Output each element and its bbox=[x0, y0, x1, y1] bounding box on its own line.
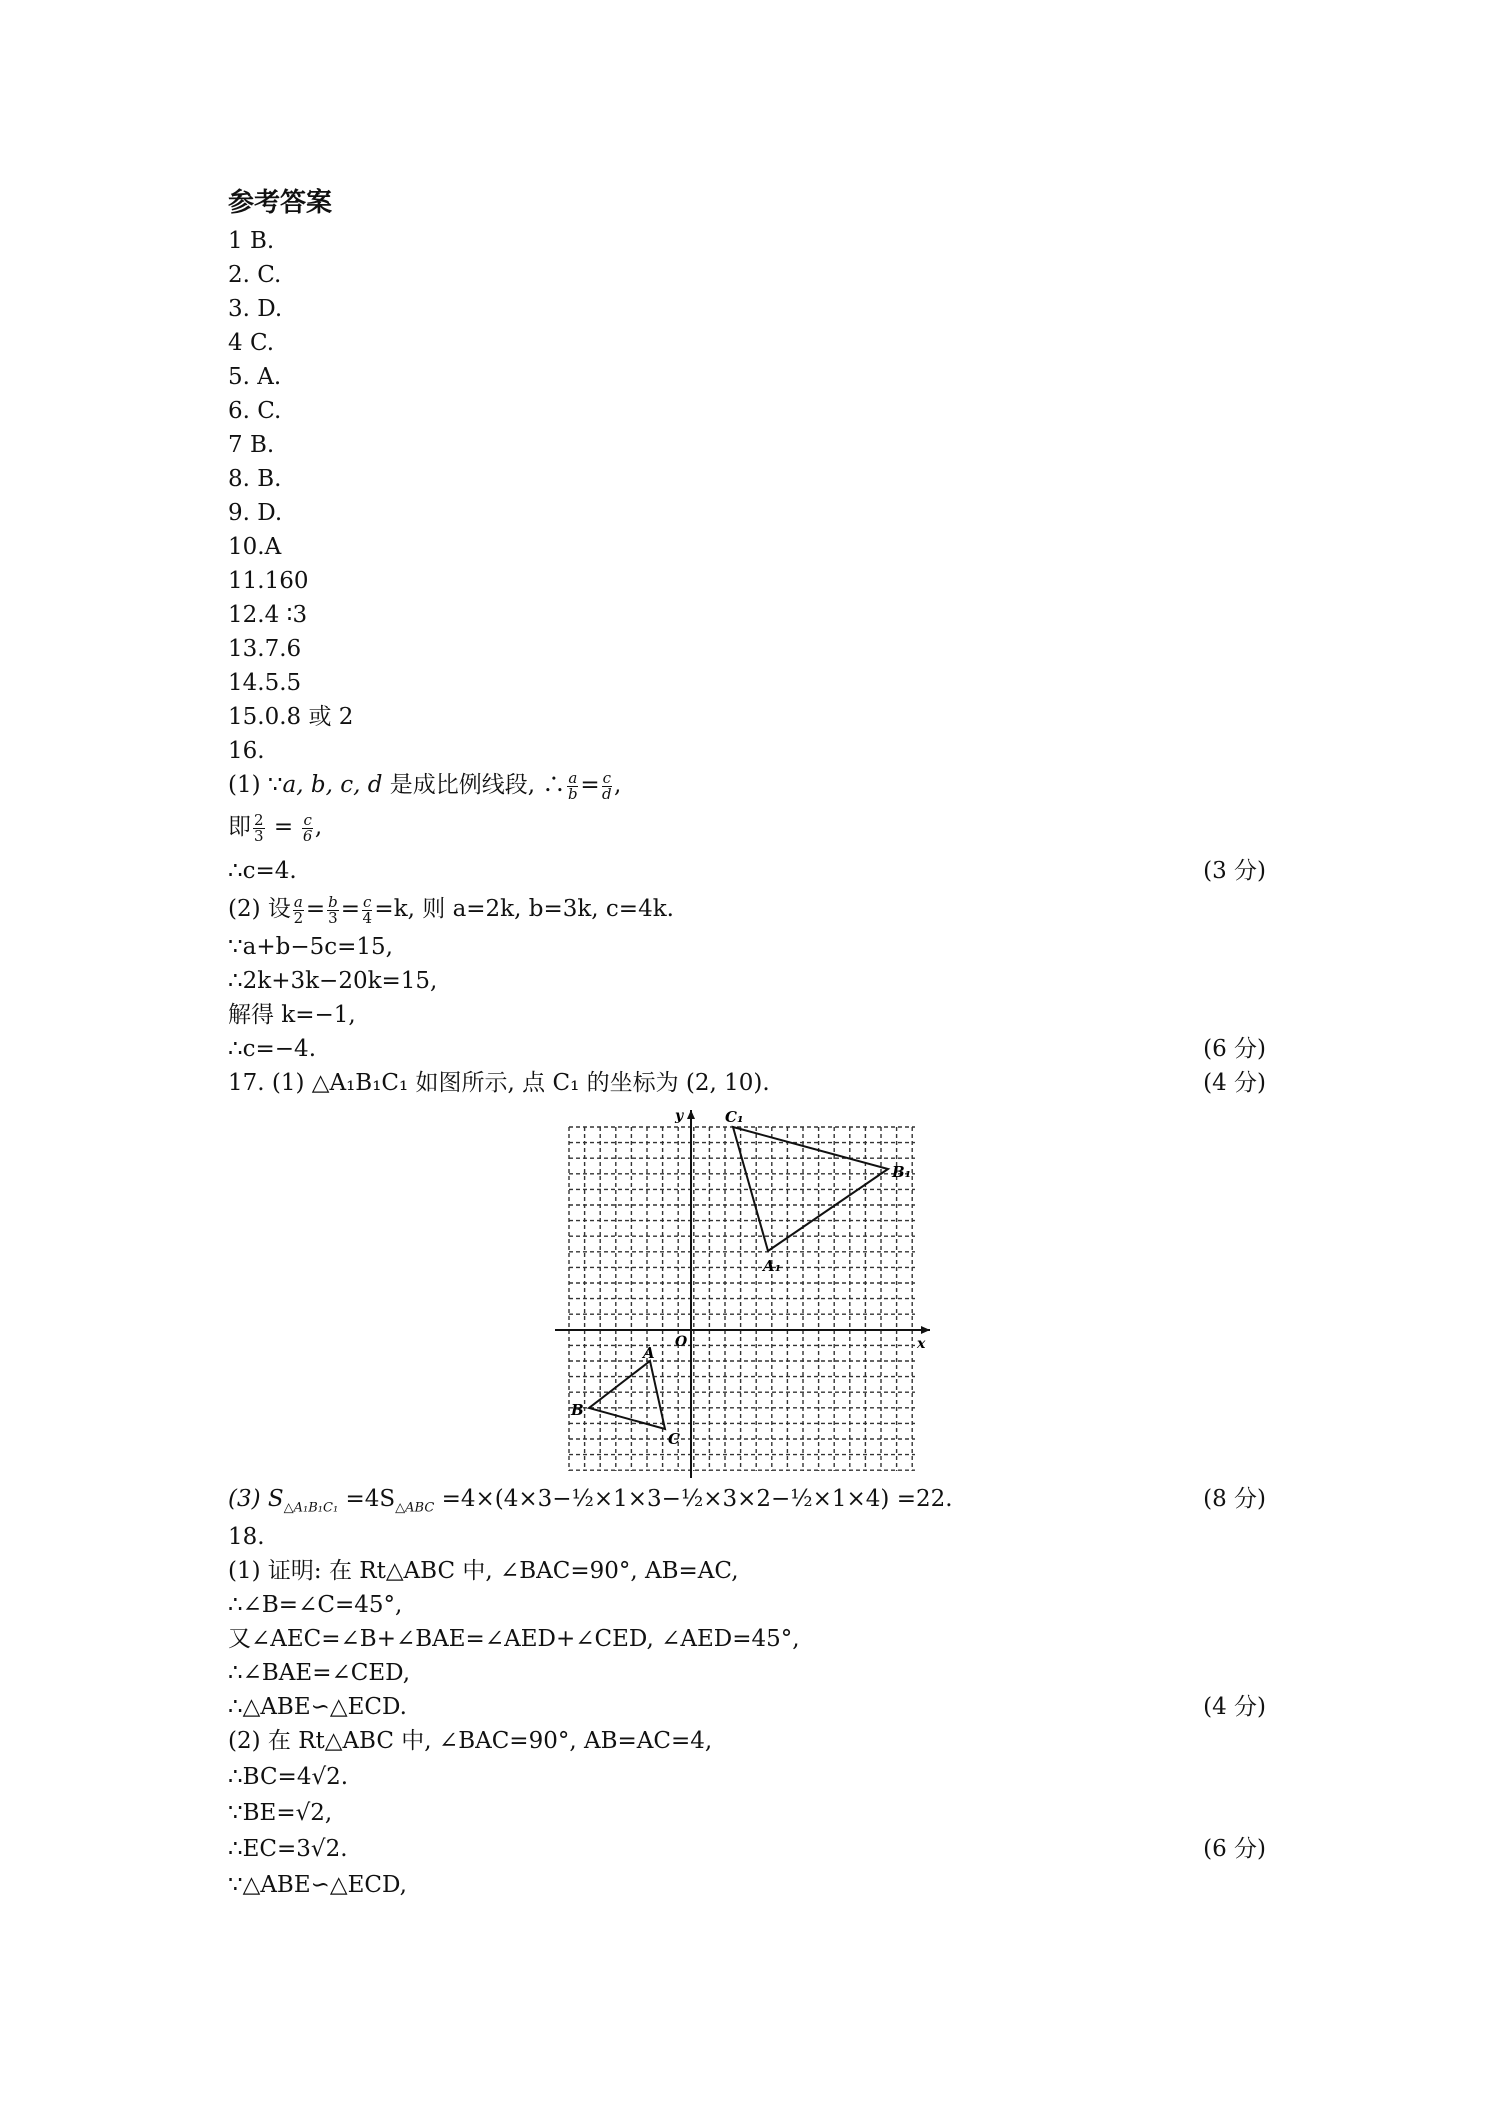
label-a: A bbox=[643, 1344, 655, 1362]
label-b1: B₁ bbox=[892, 1163, 912, 1181]
q18-score-2: (6 分) bbox=[1203, 1836, 1266, 1862]
q16-part1-line3: ∴c=4. bbox=[228, 858, 297, 884]
q18-line7: ∴BC=4√2. bbox=[228, 1764, 349, 1790]
answer-1: 1 B. bbox=[228, 228, 275, 254]
q16-number: 16. bbox=[228, 738, 265, 764]
label-b: B bbox=[571, 1401, 584, 1419]
label-a1: A₁ bbox=[763, 1257, 782, 1275]
q18-line2: ∴∠B=∠C=45°, bbox=[228, 1592, 403, 1618]
q18-line1: (1) 证明: 在 Rt△ABC 中, ∠BAC=90°, AB=AC, bbox=[228, 1558, 739, 1584]
q18-line3: 又∠AEC=∠B+∠BAE=∠AED+∠CED, ∠AED=45°, bbox=[228, 1626, 800, 1652]
coordinate-grid-figure bbox=[555, 1108, 935, 1478]
answer-14: 14.5.5 bbox=[228, 670, 302, 696]
label-c1: C₁ bbox=[725, 1108, 744, 1126]
q17-line1: 17. (1) △A₁B₁C₁ 如图所示, 点 C₁ 的坐标为 (2, 10). bbox=[228, 1070, 770, 1096]
q16-part1-line2: 即 $\frac{2}{3}$ = $\frac{c}{6}$ , bbox=[228, 810, 323, 845]
q16-part1-line1: (1) ∵a, b, c, d 是成比例线段, ∴ $\frac{a}{b}$ = $\frac{c}{d}$ , bbox=[228, 768, 622, 803]
y-axis-label: y bbox=[675, 1108, 684, 1124]
answer-4: 4 C. bbox=[228, 330, 275, 356]
q16-part2-line5: ∴c=−4. bbox=[228, 1036, 317, 1062]
answer-3: 3. D. bbox=[228, 296, 283, 322]
q18-number: 18. bbox=[228, 1524, 265, 1550]
answer-7: 7 B. bbox=[228, 432, 275, 458]
answer-15: 15.0.8 或 2 bbox=[228, 704, 354, 730]
fraction-c-d: $\frac{c}{d}$ bbox=[602, 768, 612, 803]
q17-score-3: (8 分) bbox=[1203, 1486, 1266, 1512]
grid-lines bbox=[569, 1127, 915, 1471]
q16-part2-line3: ∴2k+3k−20k=15, bbox=[228, 968, 438, 994]
answer-9: 9. D. bbox=[228, 500, 283, 526]
q18-line8: ∵BE=√2, bbox=[228, 1800, 333, 1826]
page-title: 参考答案 bbox=[228, 188, 333, 218]
q18-line6: (2) 在 Rt△ABC 中, ∠BAC=90°, AB=AC=4, bbox=[228, 1728, 713, 1754]
origin-label: O bbox=[675, 1334, 688, 1350]
q18-line5: ∴△ABE∽△ECD. bbox=[228, 1694, 407, 1720]
fraction-a-b: $\frac{a}{b}$ bbox=[568, 768, 578, 803]
answer-10: 10.A bbox=[228, 534, 282, 560]
answer-13: 13.7.6 bbox=[228, 636, 302, 662]
answer-12: 12.4 ∶3 bbox=[228, 602, 308, 628]
q16-score-1: (3 分) bbox=[1203, 858, 1266, 884]
q18-line10: ∵△ABE∽△ECD, bbox=[228, 1872, 407, 1898]
answer-6: 6. C. bbox=[228, 398, 282, 424]
fraction-c-6: $\frac{c}{6}$ bbox=[302, 810, 313, 845]
q17-score-1: (4 分) bbox=[1203, 1070, 1266, 1096]
q16-part2-line4: 解得 k=−1, bbox=[228, 1002, 356, 1028]
q18-line9: ∴EC=3√2. bbox=[228, 1836, 348, 1862]
q18-score-1: (4 分) bbox=[1203, 1694, 1266, 1720]
answer-5: 5. A. bbox=[228, 364, 282, 390]
q18-line4: ∴∠BAE=∠CED, bbox=[228, 1660, 411, 1686]
x-axis-label: x bbox=[917, 1336, 926, 1352]
answer-11: 11.160 bbox=[228, 568, 309, 594]
q16-part2-line1: (2) 设 $\frac{a}{2}$ = $\frac{b}{3}$ = $\frac{c}{4}$ =k, 则 a=2k, b=3k, c=4k. bbox=[228, 892, 674, 927]
q16-score-2: (6 分) bbox=[1203, 1036, 1266, 1062]
label-c: C bbox=[668, 1430, 680, 1448]
fraction-2-3: $\frac{2}{3}$ bbox=[254, 810, 264, 845]
q16-part2-line2: ∵a+b−5c=15, bbox=[228, 934, 393, 960]
answer-8: 8. B. bbox=[228, 466, 282, 492]
q17-line3: (3) $S_{\triangle A_1B_1C_1} =4S_{\triangle ABC}$ =4×(4×3−½×1×3−½×3×2−½×1×4) =22. bbox=[228, 1486, 953, 1516]
answer-2: 2. C. bbox=[228, 262, 282, 288]
